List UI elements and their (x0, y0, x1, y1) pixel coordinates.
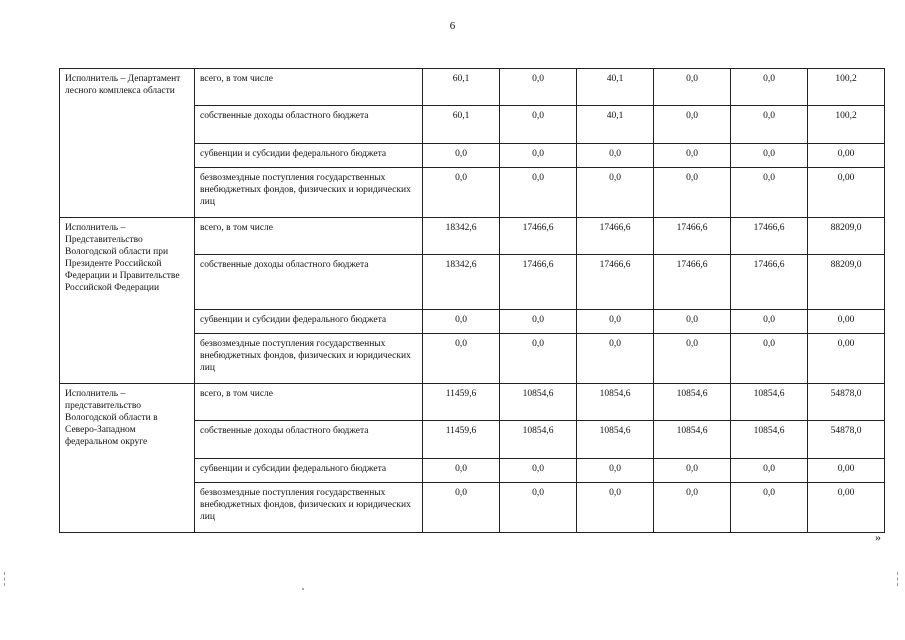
year-value-cell: 17466,6 (500, 255, 577, 310)
total-value-cell: 88209,0 (808, 255, 885, 310)
closing-quote: » (875, 530, 881, 544)
year-value-cell: 0,0 (500, 334, 577, 384)
year-value-cell: 10854,6 (731, 384, 808, 421)
funding-source-cell: собственные доходы областного бюджета (195, 421, 423, 459)
year-value-cell: 0,0 (731, 459, 808, 483)
year-value-cell: 0,0 (654, 168, 731, 218)
year-value-cell: 0,0 (577, 144, 654, 168)
year-value-cell: 11459,6 (423, 384, 500, 421)
year-value-cell: 0,0 (731, 69, 808, 106)
year-value-cell: 17466,6 (577, 218, 654, 255)
year-value-cell: 60,1 (423, 69, 500, 106)
page-number: 6 (449, 20, 456, 32)
year-value-cell: 0,0 (731, 483, 808, 533)
total-value-cell: 54878,0 (808, 384, 885, 421)
scan-edge-mark-left (4, 572, 8, 586)
total-value-cell: 54878,0 (808, 421, 885, 459)
year-value-cell: 60,1 (423, 106, 500, 144)
scan-edge-mark-right (897, 572, 901, 586)
total-value-cell: 0,00 (808, 459, 885, 483)
year-value-cell: 0,0 (731, 334, 808, 384)
year-value-cell: 0,0 (500, 69, 577, 106)
year-value-cell: 0,0 (731, 144, 808, 168)
year-value-cell: 40,1 (577, 69, 654, 106)
funding-source-cell: субвенции и субсидии федерального бюджета (195, 310, 423, 334)
total-value-cell: 88209,0 (808, 218, 885, 255)
year-value-cell: 0,0 (654, 69, 731, 106)
year-value-cell: 0,0 (577, 310, 654, 334)
year-value-cell: 0,0 (731, 168, 808, 218)
table-row (60, 384, 885, 421)
year-value-cell: 0,0 (654, 483, 731, 533)
funding-source-cell: субвенции и субсидии федерального бюджета (195, 459, 423, 483)
year-value-cell: 17466,6 (654, 218, 731, 255)
year-value-cell: 0,0 (500, 106, 577, 144)
year-value-cell: 0,0 (423, 483, 500, 533)
total-value-cell: 0,00 (808, 310, 885, 334)
year-value-cell: 0,0 (577, 334, 654, 384)
year-value-cell: 0,0 (654, 334, 731, 384)
year-value-cell: 0,0 (654, 106, 731, 144)
year-value-cell: 10854,6 (654, 421, 731, 459)
year-value-cell: 0,0 (423, 168, 500, 218)
total-value-cell: 0,00 (808, 334, 885, 384)
total-value-cell: 0,00 (808, 168, 885, 218)
table-row (60, 69, 885, 106)
year-value-cell: 0,0 (500, 144, 577, 168)
funding-source-cell: всего, в том числе (195, 69, 423, 106)
year-value-cell: 17466,6 (731, 255, 808, 310)
table-row (60, 218, 885, 255)
executor-cell: Исполнитель – Департамент лесного комплекса области (60, 69, 195, 218)
year-value-cell: 0,0 (423, 310, 500, 334)
year-value-cell: 10854,6 (731, 421, 808, 459)
year-value-cell: 10854,6 (500, 421, 577, 459)
total-value-cell: 100,2 (808, 69, 885, 106)
year-value-cell: 0,0 (423, 144, 500, 168)
funding-source-cell: субвенции и субсидии федерального бюджета (195, 144, 423, 168)
year-value-cell: 0,0 (500, 483, 577, 533)
executor-cell: Исполнитель – представительство Вологодской области в Северо-Западном федеральном округе (60, 384, 195, 533)
year-value-cell: 17466,6 (654, 255, 731, 310)
total-value-cell: 100,2 (808, 106, 885, 144)
year-value-cell: 0,0 (500, 459, 577, 483)
year-value-cell: 11459,6 (423, 421, 500, 459)
year-value-cell: 0,0 (654, 459, 731, 483)
year-value-cell: 10854,6 (577, 384, 654, 421)
year-value-cell: 17466,6 (500, 218, 577, 255)
year-value-cell: 0,0 (500, 168, 577, 218)
year-value-cell: 0,0 (731, 310, 808, 334)
funding-source-cell: собственные доходы областного бюджета (195, 255, 423, 310)
funding-source-cell: всего, в том числе (195, 384, 423, 421)
year-value-cell: 17466,6 (731, 218, 808, 255)
year-value-cell: 0,0 (577, 459, 654, 483)
year-value-cell: 10854,6 (577, 421, 654, 459)
executor-cell: Исполнитель – Представительство Вологодской области при Президенте Российской Федерации и Правительстве Российской Федерации (60, 218, 195, 384)
funding-source-cell: собственные доходы областного бюджета (195, 106, 423, 144)
year-value-cell: 0,0 (577, 483, 654, 533)
year-value-cell: 40,1 (577, 106, 654, 144)
funding-source-cell: безвозмездные поступления государственных внебюджетных фондов, физических и юридических лиц (195, 483, 423, 533)
year-value-cell: 18342,6 (423, 255, 500, 310)
funding-source-cell: всего, в том числе (195, 218, 423, 255)
funding-source-cell: безвозмездные поступления государственных внебюджетных фондов, физических и юридических лиц (195, 168, 423, 218)
total-value-cell: 0,00 (808, 483, 885, 533)
year-value-cell: 0,0 (731, 106, 808, 144)
year-value-cell: 0,0 (577, 168, 654, 218)
scan-dot-mark (302, 588, 304, 590)
year-value-cell: 0,0 (654, 310, 731, 334)
year-value-cell: 10854,6 (500, 384, 577, 421)
year-value-cell: 0,0 (500, 310, 577, 334)
year-value-cell: 18342,6 (423, 218, 500, 255)
year-value-cell: 17466,6 (577, 255, 654, 310)
funding-source-cell: безвозмездные поступления государственных внебюджетных фондов, физических и юридических лиц (195, 334, 423, 384)
funding-table (59, 68, 885, 533)
year-value-cell: 0,0 (423, 334, 500, 384)
year-value-cell: 0,0 (654, 144, 731, 168)
year-value-cell: 0,0 (423, 459, 500, 483)
year-value-cell: 10854,6 (654, 384, 731, 421)
total-value-cell: 0,00 (808, 144, 885, 168)
